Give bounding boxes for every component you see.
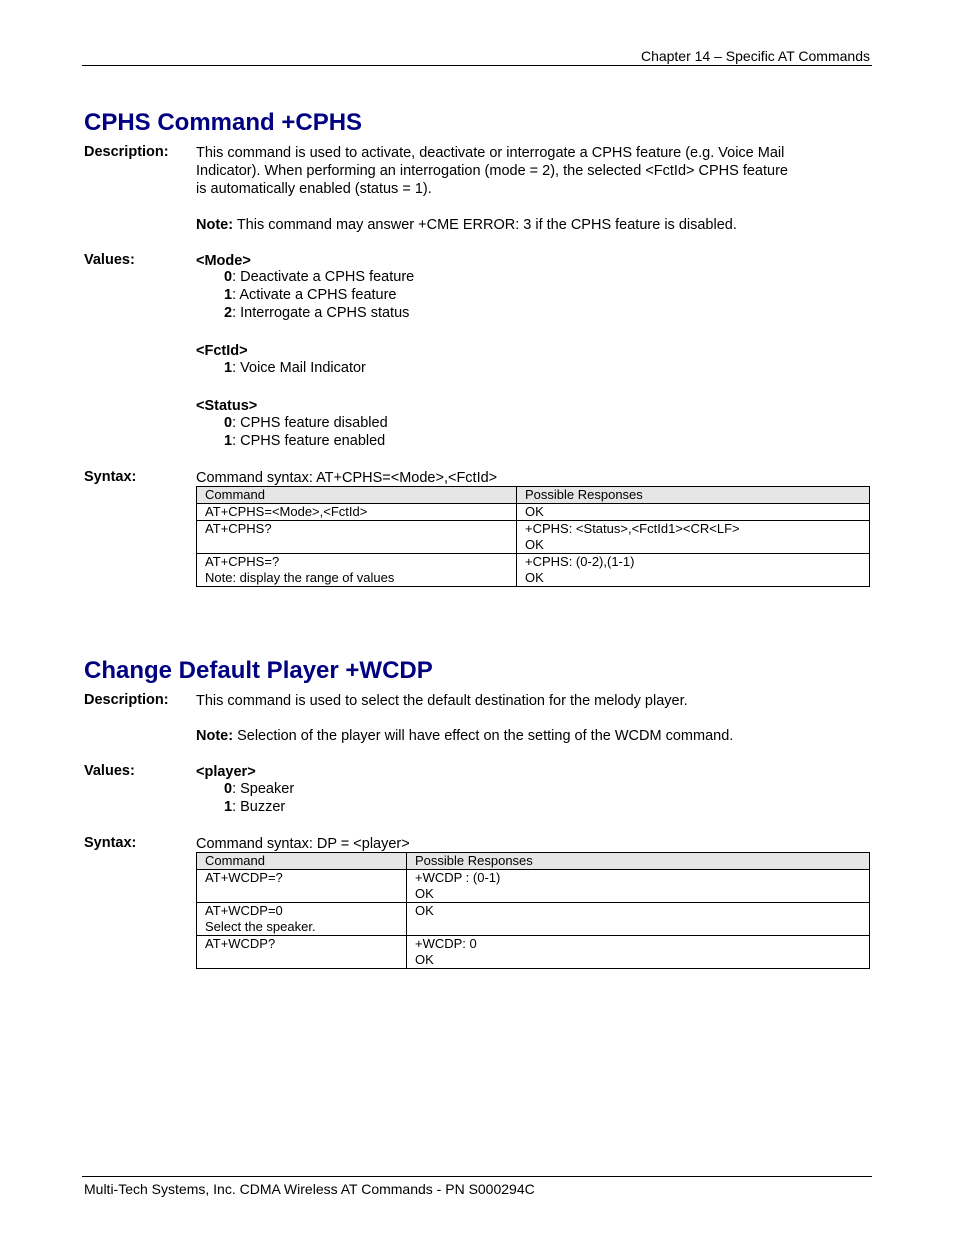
- note-label: Note:: [196, 217, 234, 233]
- note-label: Note:: [196, 728, 234, 744]
- description-label: Description:: [84, 692, 169, 708]
- table-cell: OK: [517, 504, 870, 521]
- table-row: [197, 504, 870, 521]
- syntax-label: Syntax:: [84, 469, 137, 485]
- command-table-wcdp: [196, 852, 870, 969]
- values-label: Values:: [84, 252, 135, 268]
- table-header-row: [197, 853, 870, 870]
- player-value: 1: Buzzer: [224, 799, 286, 815]
- note: [196, 727, 733, 745]
- table-cell: AT+WCDP=?: [197, 870, 407, 903]
- table-row: [197, 870, 870, 903]
- description-text: This command is used to select the default destination for the melody player.: [196, 693, 688, 709]
- description-line: Indicator). When performing an interrogation (mode = 2), the selected <FctId> CPHS feature: [196, 163, 788, 179]
- player-value: 0: Speaker: [224, 781, 295, 797]
- table-row: [197, 936, 870, 969]
- note-text: This command may answer +CME ERROR: 3 if the CPHS feature is disabled.: [233, 217, 737, 233]
- table-cell: OK: [407, 903, 870, 936]
- values-label: Values:: [84, 763, 135, 779]
- note: [196, 216, 737, 234]
- table-row: [197, 903, 870, 936]
- status-value: 0: CPHS feature disabled: [224, 415, 388, 431]
- table-cell: +CPHS: (0-2),(1-1) OK: [517, 554, 870, 587]
- param-fctid: <FctId>: [196, 343, 248, 359]
- param-status: <Status>: [196, 398, 258, 414]
- syntax-text: Command syntax: DP = <player>: [196, 836, 410, 852]
- note-text: Selection of the player will have effect on the setting of the WCDM command.: [233, 728, 734, 744]
- table-cell: AT+WCDP?: [197, 936, 407, 969]
- table-cell: AT+CPHS?: [197, 521, 517, 554]
- param-mode: <Mode>: [196, 253, 251, 269]
- description-line: is automatically enabled (status = 1).: [196, 181, 432, 197]
- section-title-wcdp: Change Default Player +WCDP: [84, 657, 433, 684]
- table-header: Command: [197, 487, 517, 504]
- mode-value: 2: Interrogate a CPHS status: [224, 305, 410, 321]
- status-value: 1: CPHS feature enabled: [224, 433, 386, 449]
- page-header: Chapter 14 – Specific AT Commands: [640, 48, 870, 64]
- description-text: [196, 144, 788, 198]
- mode-value: 1: Activate a CPHS feature: [224, 287, 397, 303]
- fctid-value: 1: Voice Mail Indicator: [224, 360, 366, 376]
- section-title-cphs: CPHS Command +CPHS: [84, 109, 363, 136]
- description-line: This command is used to activate, deactivate or interrogate a CPHS feature (e.g. Voice Mail: [196, 145, 785, 161]
- table-cell: AT+CPHS=<Mode>,<FctId>: [197, 504, 517, 521]
- syntax-label: Syntax:: [84, 835, 137, 851]
- table-cell: +WCDP : (0-1) OK: [407, 870, 870, 903]
- page-footer: Multi-Tech Systems, Inc. CDMA Wireless AT Commands - PN S000294C: [84, 1181, 535, 1197]
- footer-rule: [82, 1176, 872, 1177]
- syntax-text: Command syntax: AT+CPHS=<Mode>,<FctId>: [196, 470, 498, 486]
- mode-value: 0: Deactivate a CPHS feature: [224, 269, 415, 285]
- table-cell: AT+WCDP=0 Select the speaker.: [197, 903, 407, 936]
- table-cell: AT+CPHS=? Note: display the range of values: [197, 554, 517, 587]
- description-label: Description:: [84, 144, 169, 160]
- table-row: [197, 554, 870, 587]
- table-header-row: [197, 487, 870, 504]
- table-header: Possible Responses: [517, 487, 870, 504]
- table-header: Command: [197, 853, 407, 870]
- table-cell: +WCDP: 0 OK: [407, 936, 870, 969]
- command-table-cphs: [196, 486, 870, 587]
- table-row: [197, 521, 870, 554]
- table-header: Possible Responses: [407, 853, 870, 870]
- param-player: <player>: [196, 764, 256, 780]
- table-cell: +CPHS: <Status>,<FctId1><CR<LF> OK: [517, 521, 870, 554]
- header-rule: [82, 65, 872, 66]
